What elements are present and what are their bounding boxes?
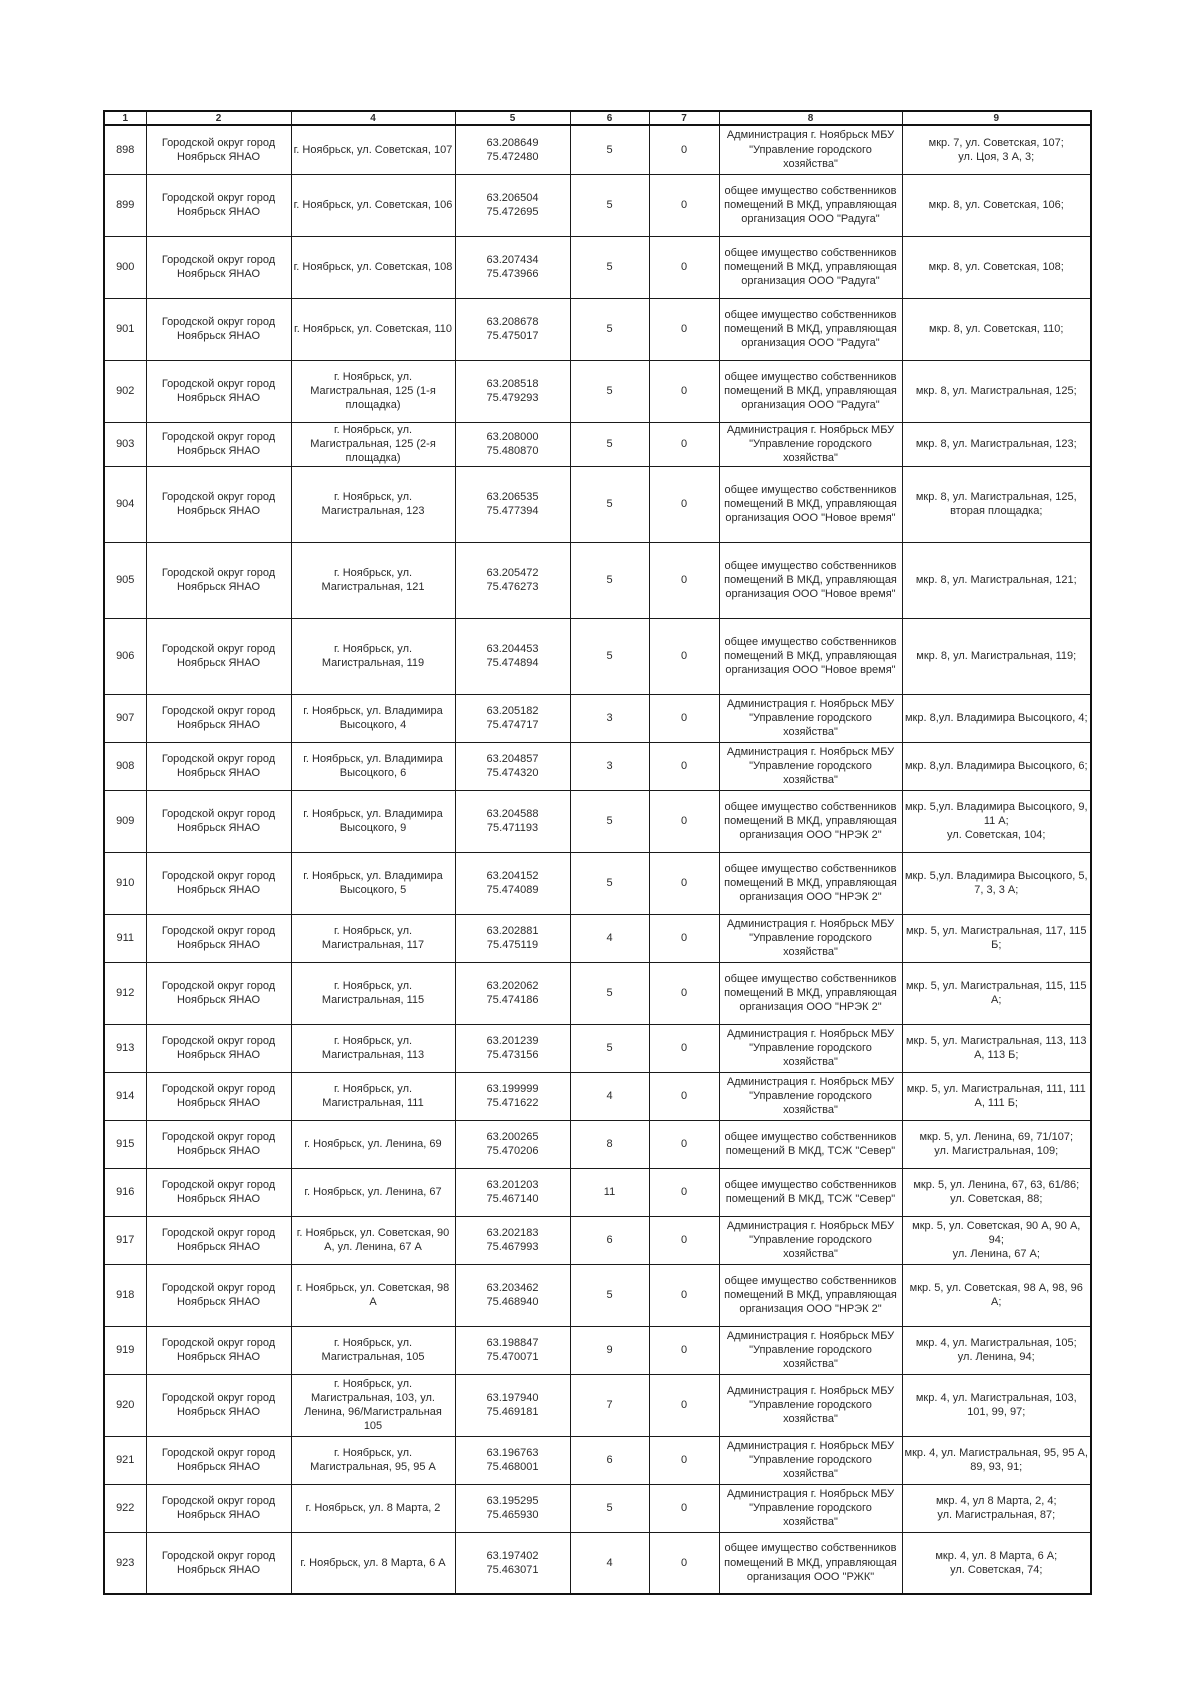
- served-addresses-cell: мкр. 8, ул. Советская, 110;: [902, 298, 1091, 360]
- row-number-cell: 902: [104, 360, 146, 422]
- owner-cell: Администрация г. Ноябрьск МБУ "Управление городского хозяйства": [719, 694, 902, 742]
- column-header: 2: [146, 111, 291, 125]
- district-cell: Городской округ город Ноябрьск ЯНАО: [146, 298, 291, 360]
- served-addresses-cell: мкр. 4, ул 8 Марта, 2, 4; ул. Магистральная, 87;: [902, 1484, 1091, 1532]
- district-cell: Городской округ город Ноябрьск ЯНАО: [146, 742, 291, 790]
- zero-cell: 0: [649, 466, 719, 542]
- address-cell: г. Ноябрьск, ул. Магистральная, 95, 95 А: [291, 1436, 455, 1484]
- address-cell: г. Ноябрьск, ул. 8 Марта, 6 А: [291, 1532, 455, 1594]
- district-cell: Городской округ город Ноябрьск ЯНАО: [146, 360, 291, 422]
- served-addresses-cell: мкр. 5,ул. Владимира Высоцкого, 9, 11 А; ул. Советская, 104;: [902, 790, 1091, 852]
- coordinates-cell: 63.202881 75.475119: [455, 914, 570, 962]
- row-number-cell: 900: [104, 236, 146, 298]
- row-number-cell: 904: [104, 466, 146, 542]
- address-cell: г. Ноябрьск, ул. Магистральная, 115: [291, 962, 455, 1024]
- column-header: 6: [570, 111, 649, 125]
- zero-cell: 0: [649, 694, 719, 742]
- served-addresses-cell: мкр. 8,ул. Владимира Высоцкого, 4;: [902, 694, 1091, 742]
- coordinates-cell: 63.203462 75.468940: [455, 1264, 570, 1326]
- column-header: 5: [455, 111, 570, 125]
- count-cell: 5: [570, 174, 649, 236]
- count-cell: 4: [570, 1532, 649, 1594]
- address-cell: г. Ноябрьск, ул. Советская, 108: [291, 236, 455, 298]
- count-cell: 5: [570, 236, 649, 298]
- served-addresses-cell: мкр. 4, ул. Магистральная, 103, 101, 99, 97;: [902, 1374, 1091, 1436]
- table-row: [104, 742, 1091, 790]
- row-number-cell: 916: [104, 1168, 146, 1216]
- served-addresses-cell: мкр. 4, ул. Магистральная, 105; ул. Ленина, 94;: [902, 1326, 1091, 1374]
- table-row: [104, 1374, 1091, 1436]
- served-addresses-cell: мкр. 8, ул. Магистральная, 123;: [902, 422, 1091, 466]
- served-addresses-cell: мкр. 8,ул. Владимира Высоцкого, 6;: [902, 742, 1091, 790]
- zero-cell: 0: [649, 742, 719, 790]
- served-addresses-cell: мкр. 4, ул. 8 Марта, 6 А; ул. Советская, 74;: [902, 1532, 1091, 1594]
- zero-cell: 0: [649, 298, 719, 360]
- row-number-cell: 923: [104, 1532, 146, 1594]
- table-row: [104, 466, 1091, 542]
- coordinates-cell: 63.208678 75.475017: [455, 298, 570, 360]
- count-cell: 5: [570, 298, 649, 360]
- row-number-cell: 914: [104, 1072, 146, 1120]
- table-row: [104, 1436, 1091, 1484]
- table-row: [104, 236, 1091, 298]
- owner-cell: Администрация г. Ноябрьск МБУ "Управление городского хозяйства": [719, 914, 902, 962]
- row-number-cell: 915: [104, 1120, 146, 1168]
- owner-cell: общее имущество собственников помещений В МКД, управляющая организация ООО "Радуга": [719, 236, 902, 298]
- table-row: [104, 1326, 1091, 1374]
- address-cell: г. Ноябрьск, ул. Магистральная, 103, ул. Ленина, 96/Магистральная 105: [291, 1374, 455, 1436]
- address-cell: г. Ноябрьск, ул. Магистральная, 113: [291, 1024, 455, 1072]
- count-cell: 9: [570, 1326, 649, 1374]
- table-row: [104, 790, 1091, 852]
- coordinates-cell: 63.208000 75.480870: [455, 422, 570, 466]
- coordinates-cell: 63.197402 75.463071: [455, 1532, 570, 1594]
- table-row: [104, 125, 1091, 174]
- coordinates-cell: 63.199999 75.471622: [455, 1072, 570, 1120]
- owner-cell: общее имущество собственников помещений В МКД, управляющая организация ООО "НРЭК 2": [719, 852, 902, 914]
- count-cell: 5: [570, 1024, 649, 1072]
- address-cell: г. Ноябрьск, ул. Советская, 90 А, ул. Ленина, 67 А: [291, 1216, 455, 1264]
- coordinates-cell: 63.204588 75.471193: [455, 790, 570, 852]
- row-number-cell: 899: [104, 174, 146, 236]
- table-row: [104, 1168, 1091, 1216]
- table-row: [104, 1120, 1091, 1168]
- count-cell: 5: [570, 852, 649, 914]
- count-cell: 5: [570, 790, 649, 852]
- coordinates-cell: 63.204152 75.474089: [455, 852, 570, 914]
- count-cell: 5: [570, 618, 649, 694]
- owner-cell: общее имущество собственников помещений В МКД, управляющая организация ООО "Радуга": [719, 298, 902, 360]
- coordinates-cell: 63.202183 75.467993: [455, 1216, 570, 1264]
- coordinates-cell: 63.197940 75.469181: [455, 1374, 570, 1436]
- zero-cell: 0: [649, 790, 719, 852]
- zero-cell: 0: [649, 618, 719, 694]
- count-cell: 3: [570, 694, 649, 742]
- count-cell: 5: [570, 1264, 649, 1326]
- count-cell: 5: [570, 360, 649, 422]
- coordinates-cell: 63.207434 75.473966: [455, 236, 570, 298]
- address-cell: г. Ноябрьск, ул. Владимира Высоцкого, 9: [291, 790, 455, 852]
- served-addresses-cell: мкр. 7, ул. Советская, 107; ул. Цоя, 3 А, 3;: [902, 125, 1091, 174]
- table-row: [104, 360, 1091, 422]
- coordinates-cell: 63.200265 75.470206: [455, 1120, 570, 1168]
- table-row: [104, 422, 1091, 466]
- coordinates-cell: 63.206535 75.477394: [455, 466, 570, 542]
- count-cell: 5: [570, 1484, 649, 1532]
- district-cell: Городской округ город Ноябрьск ЯНАО: [146, 1168, 291, 1216]
- owner-cell: общее имущество собственников помещений В МКД, управляющая организация ООО "НРЭК 2": [719, 962, 902, 1024]
- served-addresses-cell: мкр. 8, ул. Магистральная, 121;: [902, 542, 1091, 618]
- owner-cell: Администрация г. Ноябрьск МБУ "Управление городского хозяйства": [719, 1436, 902, 1484]
- row-number-cell: 898: [104, 125, 146, 174]
- zero-cell: 0: [649, 1326, 719, 1374]
- served-addresses-cell: мкр. 8, ул. Магистральная, 125, вторая площадка;: [902, 466, 1091, 542]
- district-cell: Городской округ город Ноябрьск ЯНАО: [146, 1484, 291, 1532]
- owner-cell: общее имущество собственников помещений В МКД, управляющая организация ООО "НРЭК 2": [719, 1264, 902, 1326]
- table-row: [104, 852, 1091, 914]
- address-cell: г. Ноябрьск, ул. Магистральная, 105: [291, 1326, 455, 1374]
- zero-cell: 0: [649, 1072, 719, 1120]
- row-number-cell: 909: [104, 790, 146, 852]
- table-row: [104, 1216, 1091, 1264]
- zero-cell: 0: [649, 852, 719, 914]
- address-cell: г. Ноябрьск, ул. Магистральная, 111: [291, 1072, 455, 1120]
- served-addresses-cell: мкр. 8, ул. Магистральная, 125;: [902, 360, 1091, 422]
- district-cell: Городской округ город Ноябрьск ЯНАО: [146, 466, 291, 542]
- district-cell: Городской округ город Ноябрьск ЯНАО: [146, 422, 291, 466]
- owner-cell: общее имущество собственников помещений В МКД, ТСЖ "Север": [719, 1120, 902, 1168]
- row-number-cell: 919: [104, 1326, 146, 1374]
- zero-cell: 0: [649, 1168, 719, 1216]
- coordinates-cell: 63.204453 75.474894: [455, 618, 570, 694]
- count-cell: 4: [570, 914, 649, 962]
- district-cell: Городской округ город Ноябрьск ЯНАО: [146, 618, 291, 694]
- district-cell: Городской округ город Ноябрьск ЯНАО: [146, 1072, 291, 1120]
- count-cell: 5: [570, 542, 649, 618]
- served-addresses-cell: мкр. 5, ул. Магистральная, 113, 113 А, 113 Б;: [902, 1024, 1091, 1072]
- zero-cell: 0: [649, 1374, 719, 1436]
- address-cell: г. Ноябрьск, ул. Советская, 107: [291, 125, 455, 174]
- served-addresses-cell: мкр. 8, ул. Советская, 106;: [902, 174, 1091, 236]
- district-cell: Городской округ город Ноябрьск ЯНАО: [146, 542, 291, 618]
- row-number-cell: 917: [104, 1216, 146, 1264]
- zero-cell: 0: [649, 962, 719, 1024]
- owner-cell: Администрация г. Ноябрьск МБУ "Управление городского хозяйства": [719, 1072, 902, 1120]
- coordinates-cell: 63.202062 75.474186: [455, 962, 570, 1024]
- row-number-cell: 922: [104, 1484, 146, 1532]
- row-number-cell: 910: [104, 852, 146, 914]
- served-addresses-cell: мкр. 5, ул. Магистральная, 117, 115 Б;: [902, 914, 1091, 962]
- owner-cell: Администрация г. Ноябрьск МБУ "Управление городского хозяйства": [719, 742, 902, 790]
- coordinates-cell: 63.205182 75.474717: [455, 694, 570, 742]
- table-row: [104, 618, 1091, 694]
- table-row: [104, 914, 1091, 962]
- address-cell: г. Ноябрьск, ул. Советская, 98 А: [291, 1264, 455, 1326]
- zero-cell: 0: [649, 360, 719, 422]
- district-cell: Городской округ город Ноябрьск ЯНАО: [146, 1436, 291, 1484]
- table-row: [104, 1264, 1091, 1326]
- data-table: [103, 110, 1092, 1595]
- zero-cell: 0: [649, 1264, 719, 1326]
- coordinates-cell: 63.208649 75.472480: [455, 125, 570, 174]
- count-cell: 6: [570, 1216, 649, 1264]
- address-cell: г. Ноябрьск, ул. Владимира Высоцкого, 5: [291, 852, 455, 914]
- column-header: 9: [902, 111, 1091, 125]
- table-row: [104, 1072, 1091, 1120]
- count-cell: 6: [570, 1436, 649, 1484]
- district-cell: Городской округ город Ноябрьск ЯНАО: [146, 1374, 291, 1436]
- served-addresses-cell: мкр. 4, ул. Магистральная, 95, 95 А, 89, 93, 91;: [902, 1436, 1091, 1484]
- table-row: [104, 174, 1091, 236]
- row-number-cell: 908: [104, 742, 146, 790]
- zero-cell: 0: [649, 1436, 719, 1484]
- coordinates-cell: 63.196763 75.468001: [455, 1436, 570, 1484]
- district-cell: Городской округ город Ноябрьск ЯНАО: [146, 174, 291, 236]
- served-addresses-cell: мкр. 5,ул. Владимира Высоцкого, 5, 7, 3, 3 А;: [902, 852, 1091, 914]
- district-cell: Городской округ город Ноябрьск ЯНАО: [146, 1024, 291, 1072]
- count-cell: 5: [570, 422, 649, 466]
- column-header: 4: [291, 111, 455, 125]
- owner-cell: Администрация г. Ноябрьск МБУ "Управление городского хозяйства": [719, 1024, 902, 1072]
- row-number-cell: 912: [104, 962, 146, 1024]
- owner-cell: Администрация г. Ноябрьск МБУ "Управление городского хозяйства": [719, 1216, 902, 1264]
- served-addresses-cell: мкр. 8, ул. Советская, 108;: [902, 236, 1091, 298]
- table-row: [104, 1532, 1091, 1594]
- owner-cell: Администрация г. Ноябрьск МБУ "Управление городского хозяйства": [719, 125, 902, 174]
- address-cell: г. Ноябрьск, ул. Магистральная, 125 (1-я площадка): [291, 360, 455, 422]
- owner-cell: общее имущество собственников помещений В МКД, управляющая организация ООО "НРЭК 2": [719, 790, 902, 852]
- owner-cell: Администрация г. Ноябрьск МБУ "Управление городского хозяйства": [719, 1484, 902, 1532]
- count-cell: 4: [570, 1072, 649, 1120]
- district-cell: Городской округ город Ноябрьск ЯНАО: [146, 790, 291, 852]
- served-addresses-cell: мкр. 5, ул. Ленина, 69, 71/107; ул. Магистральная, 109;: [902, 1120, 1091, 1168]
- district-cell: Городской округ город Ноябрьск ЯНАО: [146, 852, 291, 914]
- count-cell: 7: [570, 1374, 649, 1436]
- owner-cell: общее имущество собственников помещений В МКД, управляющая организация ООО "Новое время": [719, 618, 902, 694]
- address-cell: г. Ноябрьск, ул. Магистральная, 121: [291, 542, 455, 618]
- served-addresses-cell: мкр. 5, ул. Советская, 90 А, 90 А, 94; ул. Ленина, 67 А;: [902, 1216, 1091, 1264]
- address-cell: г. Ноябрьск, ул. Советская, 106: [291, 174, 455, 236]
- table-row: [104, 1484, 1091, 1532]
- count-cell: 5: [570, 962, 649, 1024]
- owner-cell: общее имущество собственников помещений В МКД, ТСЖ "Север": [719, 1168, 902, 1216]
- table-row: [104, 298, 1091, 360]
- owner-cell: Администрация г. Ноябрьск МБУ "Управление городского хозяйства": [719, 1374, 902, 1436]
- owner-cell: общее имущество собственников помещений В МКД, управляющая организация ООО "Новое время": [719, 542, 902, 618]
- owner-cell: общее имущество собственников помещений В МКД, управляющая организация ООО "РЖК": [719, 1532, 902, 1594]
- zero-cell: 0: [649, 236, 719, 298]
- district-cell: Городской округ город Ноябрьск ЯНАО: [146, 914, 291, 962]
- table-row: [104, 542, 1091, 618]
- owner-cell: общее имущество собственников помещений В МКД, управляющая организация ООО "Радуга": [719, 360, 902, 422]
- served-addresses-cell: мкр. 5, ул. Магистральная, 115, 115 А;: [902, 962, 1091, 1024]
- table-body: [104, 125, 1091, 1594]
- coordinates-cell: 63.206504 75.472695: [455, 174, 570, 236]
- district-cell: Городской округ город Ноябрьск ЯНАО: [146, 962, 291, 1024]
- served-addresses-cell: мкр. 8, ул. Магистральная, 119;: [902, 618, 1091, 694]
- zero-cell: 0: [649, 125, 719, 174]
- table-row: [104, 962, 1091, 1024]
- coordinates-cell: 63.195295 75.465930: [455, 1484, 570, 1532]
- address-cell: г. Ноябрьск, ул. Ленина, 69: [291, 1120, 455, 1168]
- district-cell: Городской округ город Ноябрьск ЯНАО: [146, 1264, 291, 1326]
- owner-cell: общее имущество собственников помещений В МКД, управляющая организация ООО "Новое время": [719, 466, 902, 542]
- served-addresses-cell: мкр. 5, ул. Ленина, 67, 63, 61/86; ул. Советская, 88;: [902, 1168, 1091, 1216]
- count-cell: 8: [570, 1120, 649, 1168]
- address-cell: г. Ноябрьск, ул. Владимира Высоцкого, 4: [291, 694, 455, 742]
- district-cell: Городской округ город Ноябрьск ЯНАО: [146, 1326, 291, 1374]
- zero-cell: 0: [649, 174, 719, 236]
- served-addresses-cell: мкр. 5, ул. Магистральная, 111, 111 А, 111 Б;: [902, 1072, 1091, 1120]
- district-cell: Городской округ город Ноябрьск ЯНАО: [146, 125, 291, 174]
- row-number-cell: 921: [104, 1436, 146, 1484]
- district-cell: Городской округ город Ноябрьск ЯНАО: [146, 236, 291, 298]
- row-number-cell: 906: [104, 618, 146, 694]
- column-header: 7: [649, 111, 719, 125]
- header-row: [104, 111, 1091, 125]
- address-cell: г. Ноябрьск, ул. 8 Марта, 2: [291, 1484, 455, 1532]
- column-header: 1: [104, 111, 146, 125]
- zero-cell: 0: [649, 1532, 719, 1594]
- coordinates-cell: 63.205472 75.476273: [455, 542, 570, 618]
- row-number-cell: 905: [104, 542, 146, 618]
- zero-cell: 0: [649, 542, 719, 618]
- zero-cell: 0: [649, 1024, 719, 1072]
- district-cell: Городской округ город Ноябрьск ЯНАО: [146, 1532, 291, 1594]
- coordinates-cell: 63.198847 75.470071: [455, 1326, 570, 1374]
- row-number-cell: 907: [104, 694, 146, 742]
- zero-cell: 0: [649, 1216, 719, 1264]
- address-cell: г. Ноябрьск, ул. Магистральная, 117: [291, 914, 455, 962]
- zero-cell: 0: [649, 1484, 719, 1532]
- served-addresses-cell: мкр. 5, ул. Советская, 98 А, 98, 96 А;: [902, 1264, 1091, 1326]
- zero-cell: 0: [649, 914, 719, 962]
- table-row: [104, 694, 1091, 742]
- address-cell: г. Ноябрьск, ул. Ленина, 67: [291, 1168, 455, 1216]
- row-number-cell: 920: [104, 1374, 146, 1436]
- address-cell: г. Ноябрьск, ул. Магистральная, 125 (2-я площадка): [291, 422, 455, 466]
- zero-cell: 0: [649, 422, 719, 466]
- row-number-cell: 901: [104, 298, 146, 360]
- row-number-cell: 913: [104, 1024, 146, 1072]
- address-cell: г. Ноябрьск, ул. Советская, 110: [291, 298, 455, 360]
- zero-cell: 0: [649, 1120, 719, 1168]
- row-number-cell: 911: [104, 914, 146, 962]
- count-cell: 5: [570, 466, 649, 542]
- row-number-cell: 903: [104, 422, 146, 466]
- count-cell: 11: [570, 1168, 649, 1216]
- table-row: [104, 1024, 1091, 1072]
- coordinates-cell: 63.201203 75.467140: [455, 1168, 570, 1216]
- address-cell: г. Ноябрьск, ул. Магистральная, 119: [291, 618, 455, 694]
- owner-cell: Администрация г. Ноябрьск МБУ "Управление городского хозяйства": [719, 1326, 902, 1374]
- count-cell: 5: [570, 125, 649, 174]
- column-header: 8: [719, 111, 902, 125]
- row-number-cell: 918: [104, 1264, 146, 1326]
- coordinates-cell: 63.201239 75.473156: [455, 1024, 570, 1072]
- district-cell: Городской округ город Ноябрьск ЯНАО: [146, 1216, 291, 1264]
- district-cell: Городской округ город Ноябрьск ЯНАО: [146, 694, 291, 742]
- district-cell: Городской округ город Ноябрьск ЯНАО: [146, 1120, 291, 1168]
- owner-cell: общее имущество собственников помещений В МКД, управляющая организация ООО "Радуга": [719, 174, 902, 236]
- coordinates-cell: 63.208518 75.479293: [455, 360, 570, 422]
- address-cell: г. Ноябрьск, ул. Владимира Высоцкого, 6: [291, 742, 455, 790]
- address-cell: г. Ноябрьск, ул. Магистральная, 123: [291, 466, 455, 542]
- owner-cell: Администрация г. Ноябрьск МБУ "Управление городского хозяйства": [719, 422, 902, 466]
- count-cell: 3: [570, 742, 649, 790]
- coordinates-cell: 63.204857 75.474320: [455, 742, 570, 790]
